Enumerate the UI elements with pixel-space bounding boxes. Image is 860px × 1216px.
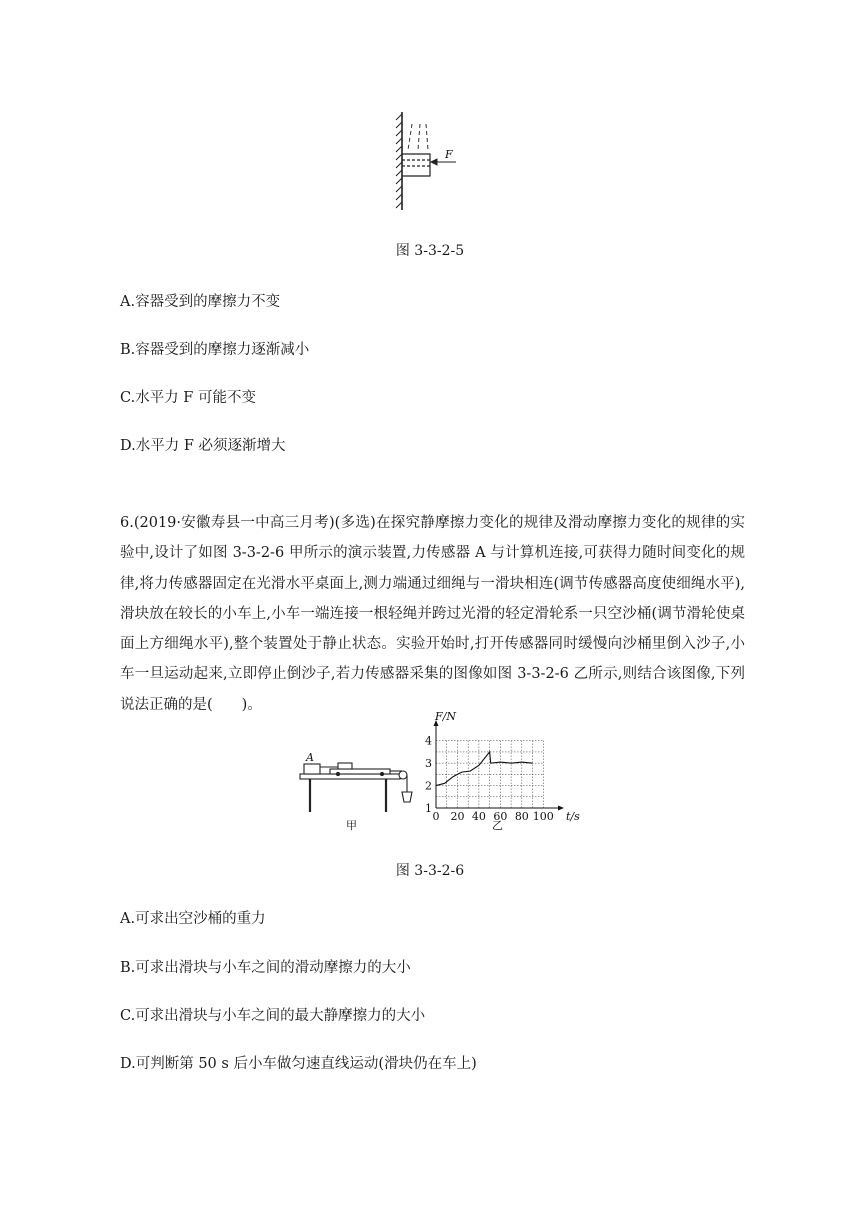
option-text: 可求出滑块与小车之间的滑动摩擦力的大小 [135, 960, 411, 976]
force-sensor [304, 764, 320, 774]
question-source: (2019·安徽寿县一中高三月考) [133, 515, 335, 531]
slider-block [338, 763, 352, 769]
figure2-caption: 图 3-3-2-6 [395, 863, 465, 879]
apparatus [300, 763, 412, 812]
wall-hatching [396, 112, 402, 210]
water-stream [408, 124, 428, 150]
x-tick-label: 100 [532, 810, 554, 823]
q6-option-d [120, 1052, 477, 1073]
sand-bucket [402, 792, 412, 802]
figure-wall-container [390, 110, 470, 214]
option-text: 可求出空沙桶的重力 [135, 911, 266, 927]
x-axis-arrow [558, 806, 564, 811]
apparatus-label: 甲 [346, 819, 357, 832]
question-6 [120, 508, 745, 720]
q5-option-a [120, 290, 280, 311]
q5-option-c [120, 386, 256, 407]
y-tick-label: 4 [425, 734, 432, 748]
container [402, 154, 430, 176]
x-tick-label: 20 [450, 810, 465, 823]
q6-option-a [120, 907, 266, 928]
option-text: 可求出滑块与小车之间的最大静摩擦力的大小 [135, 1008, 426, 1024]
x-tick-label: 60 [493, 810, 508, 823]
option-text: 可判断第 50 s 后小车做匀速直线运动(滑块仍在车上) [135, 1056, 477, 1072]
y-tick-label: 3 [425, 757, 432, 771]
option-text: 容器受到的摩擦力逐渐减小 [135, 342, 310, 358]
y-tick-label: 2 [425, 779, 432, 793]
question-number: 6. [120, 515, 134, 531]
x-tick-label: 0 [432, 810, 440, 823]
pulley [399, 771, 407, 779]
figure1-caption: 图 3-3-2-5 [395, 243, 465, 259]
option-text: 容器受到的摩擦力不变 [135, 294, 281, 310]
question-body: 在探究静摩擦力变化的规律及滑动摩擦力变化的规律的实验中,设计了如图 3-3-2-6 甲所示的演示装置,力传感器 A 与计算机连接,可获得力随时间变化的规律,将力传感器固定在光滑水平桌面上,测力端通过细绳与一滑块相连(调节传感器高度使细绳水平),滑块放在较长的小车上,小车一端连接一根轻绳并跨过光滑的轻定滑轮系一只空沙桶(调节滑轮使桌面上方细绳水平),整个装置处于静止状态。实验开始时,打开传感器同时缓慢向沙桶里倒入沙子,小车一旦运动起来,立即停止倒沙子,若力传感器采集的图像如图 3-3-2-6 乙所示,则结合该图像,下列说法正确的是( )。 [120, 515, 745, 713]
option-text: 水平力 F 必须逐渐增大 [135, 438, 286, 454]
q5-option-b [120, 338, 309, 359]
figure-apparatus-and-chart [294, 710, 580, 832]
q6-option-b [120, 956, 411, 977]
series-line [436, 752, 533, 786]
x-tick-label: 40 [471, 810, 486, 823]
force-label: F [445, 148, 453, 161]
option-letter: A. [120, 294, 136, 310]
option-text: 水平力 F 可能不变 [135, 390, 256, 406]
chart-label: 乙 [492, 819, 503, 832]
option-letter: C. [120, 1008, 136, 1024]
option-letter: B. [120, 342, 136, 358]
y-axis-label: F/N [435, 710, 456, 723]
option-letter: B. [120, 960, 136, 976]
question-tag: (多选) [334, 515, 376, 531]
option-letter: D. [120, 1056, 136, 1072]
option-letter: D. [120, 438, 136, 454]
sensor-label: A [306, 751, 314, 764]
x-tick-label: 80 [514, 810, 529, 823]
option-letter: A. [120, 911, 136, 927]
q5-option-d [120, 434, 286, 455]
option-letter: C. [120, 390, 136, 406]
x-axis-label: t/s [566, 810, 580, 823]
table-top [300, 774, 400, 779]
q6-option-c [120, 1004, 425, 1025]
force-time-chart [425, 710, 580, 823]
y-tick-label: 1 [425, 802, 432, 815]
